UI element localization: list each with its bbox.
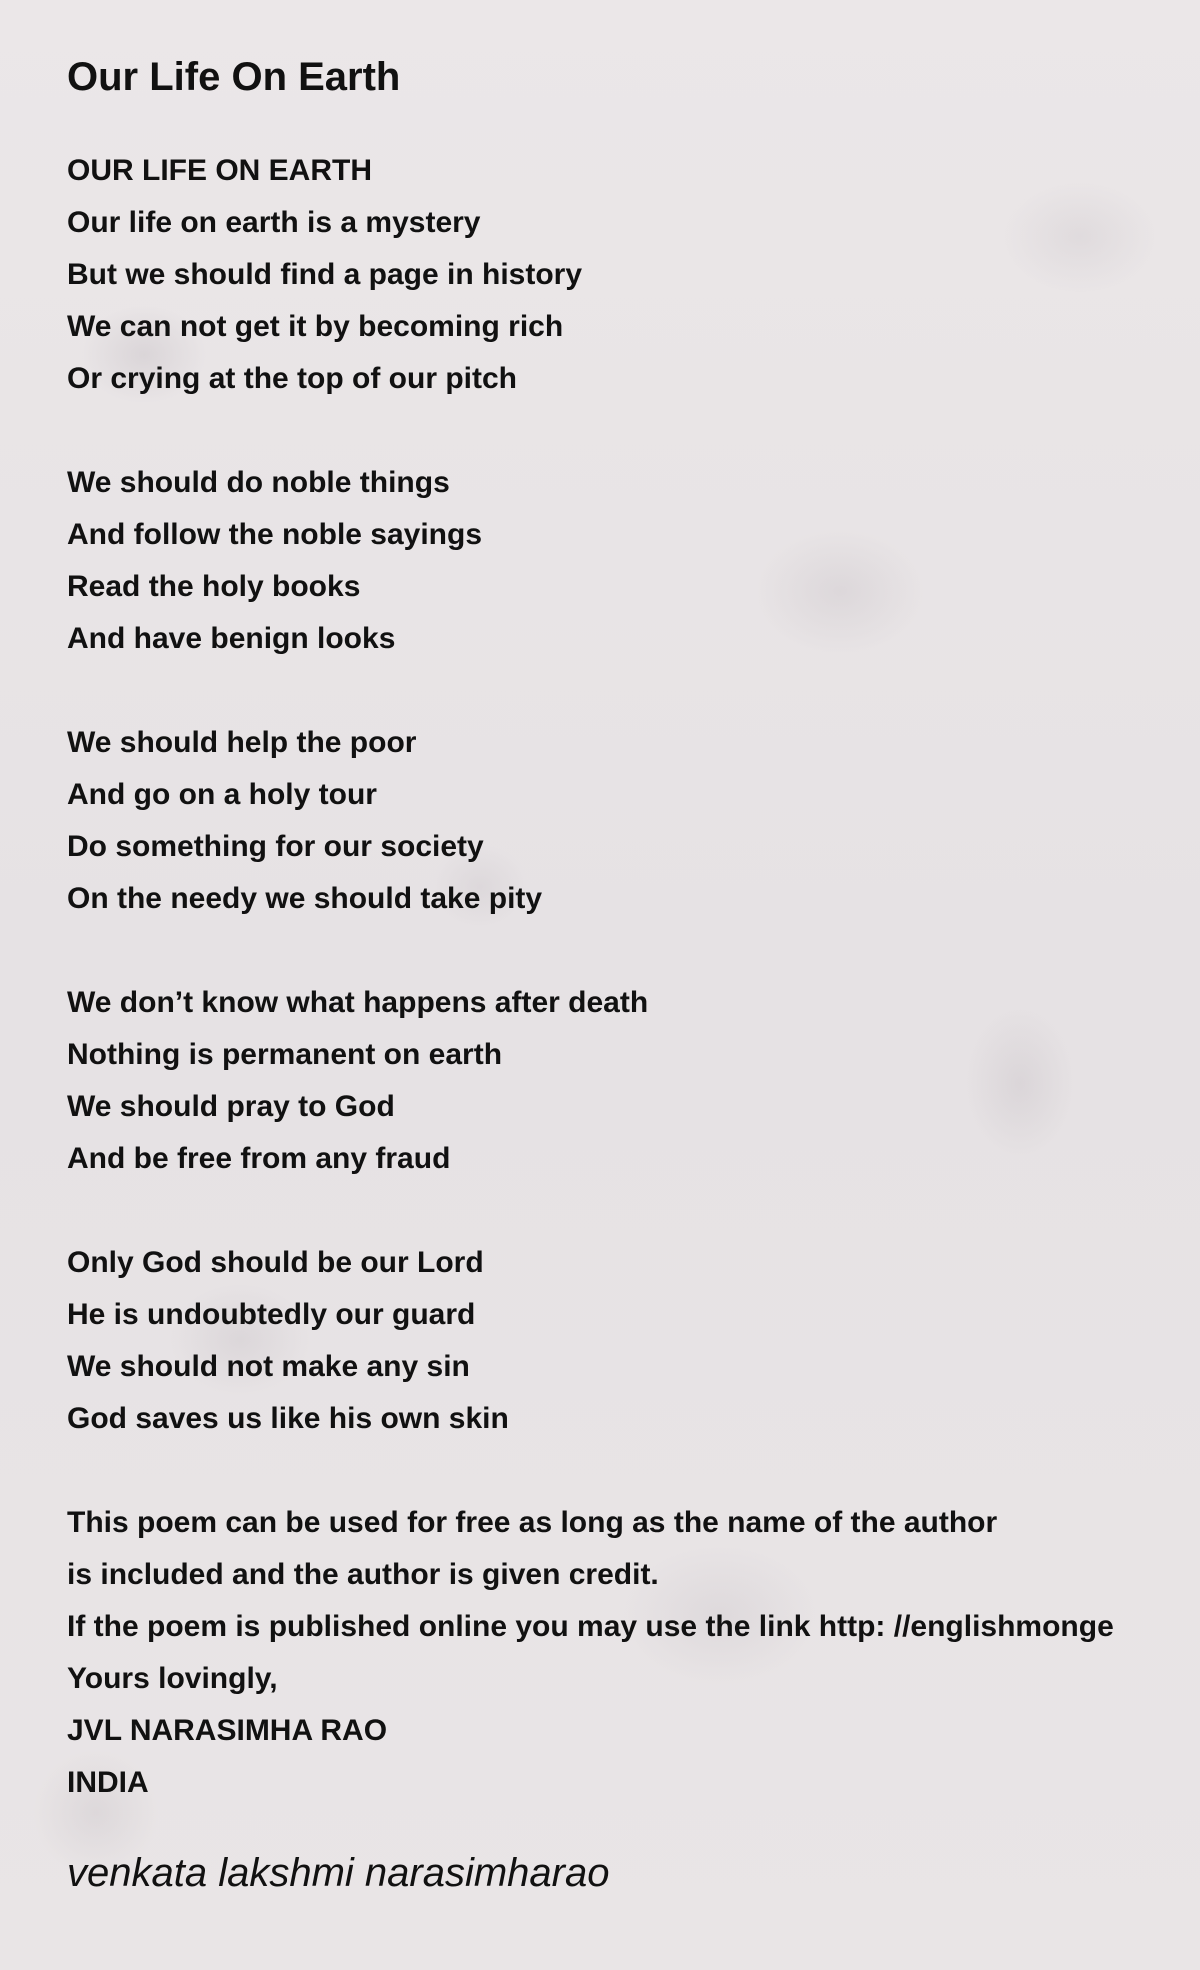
poem-title: Our Life On Earth — [67, 55, 401, 99]
stanza-2 — [67, 457, 1200, 665]
poem-line: We should help the poor — [67, 726, 417, 759]
poem-line: We should not make any sin — [67, 1350, 470, 1383]
stanza-1 — [67, 145, 1200, 405]
notice-line-link: If the poem is published online you may use the link http: //englishmonge — [67, 1610, 1114, 1643]
usage-notice — [67, 1497, 1200, 1809]
poem-line: And be free from any fraud — [67, 1142, 451, 1175]
stanza-gap — [67, 665, 1200, 717]
poem-line: Do something for our society — [67, 830, 484, 863]
notice-line: This poem can be used for free as long as the name of the author — [67, 1506, 998, 1539]
poem-line: We should pray to God — [67, 1090, 395, 1123]
stanza-gap — [67, 1445, 1200, 1497]
poem-line: OUR LIFE ON EARTH — [67, 154, 372, 187]
stanza-4 — [67, 977, 1200, 1185]
author-name: venkata lakshmi narasimharao — [67, 1851, 610, 1895]
poem-line: Read the holy books — [67, 570, 361, 603]
poem-line: God saves us like his own skin — [67, 1402, 509, 1435]
poem-line: And go on a holy tour — [67, 778, 377, 811]
poem-line: But we should find a page in history — [67, 258, 583, 291]
notice-line: is included and the author is given credit. — [67, 1558, 659, 1591]
stanza-3 — [67, 717, 1200, 925]
stanza-gap — [67, 925, 1200, 977]
signature-name: JVL NARASIMHA RAO — [67, 1714, 388, 1747]
stanza-gap — [67, 405, 1200, 457]
poem-line: We should do noble things — [67, 466, 450, 499]
poem-line: We can not get it by becoming rich — [67, 310, 564, 343]
poem-line: And follow the noble sayings — [67, 518, 483, 551]
signature-country: INDIA — [67, 1766, 149, 1799]
poem-line: Or crying at the top of our pitch — [67, 362, 517, 395]
poem-line: And have benign looks — [67, 622, 396, 655]
poem-line: Only God should be our Lord — [67, 1246, 484, 1279]
stanza-gap — [67, 1185, 1200, 1237]
poem-line: On the needy we should take pity — [67, 882, 543, 915]
signoff-line: Yours lovingly, — [67, 1662, 278, 1695]
poem-page — [67, 0, 1200, 1899]
poem-body — [67, 145, 1200, 1809]
poem-line: He is undoubtedly our guard — [67, 1298, 476, 1331]
poem-line: Our life on earth is a mystery — [67, 206, 481, 239]
poem-line: We don’t know what happens after death — [67, 986, 649, 1019]
poem-line: Nothing is permanent on earth — [67, 1038, 503, 1071]
stanza-5 — [67, 1237, 1200, 1445]
